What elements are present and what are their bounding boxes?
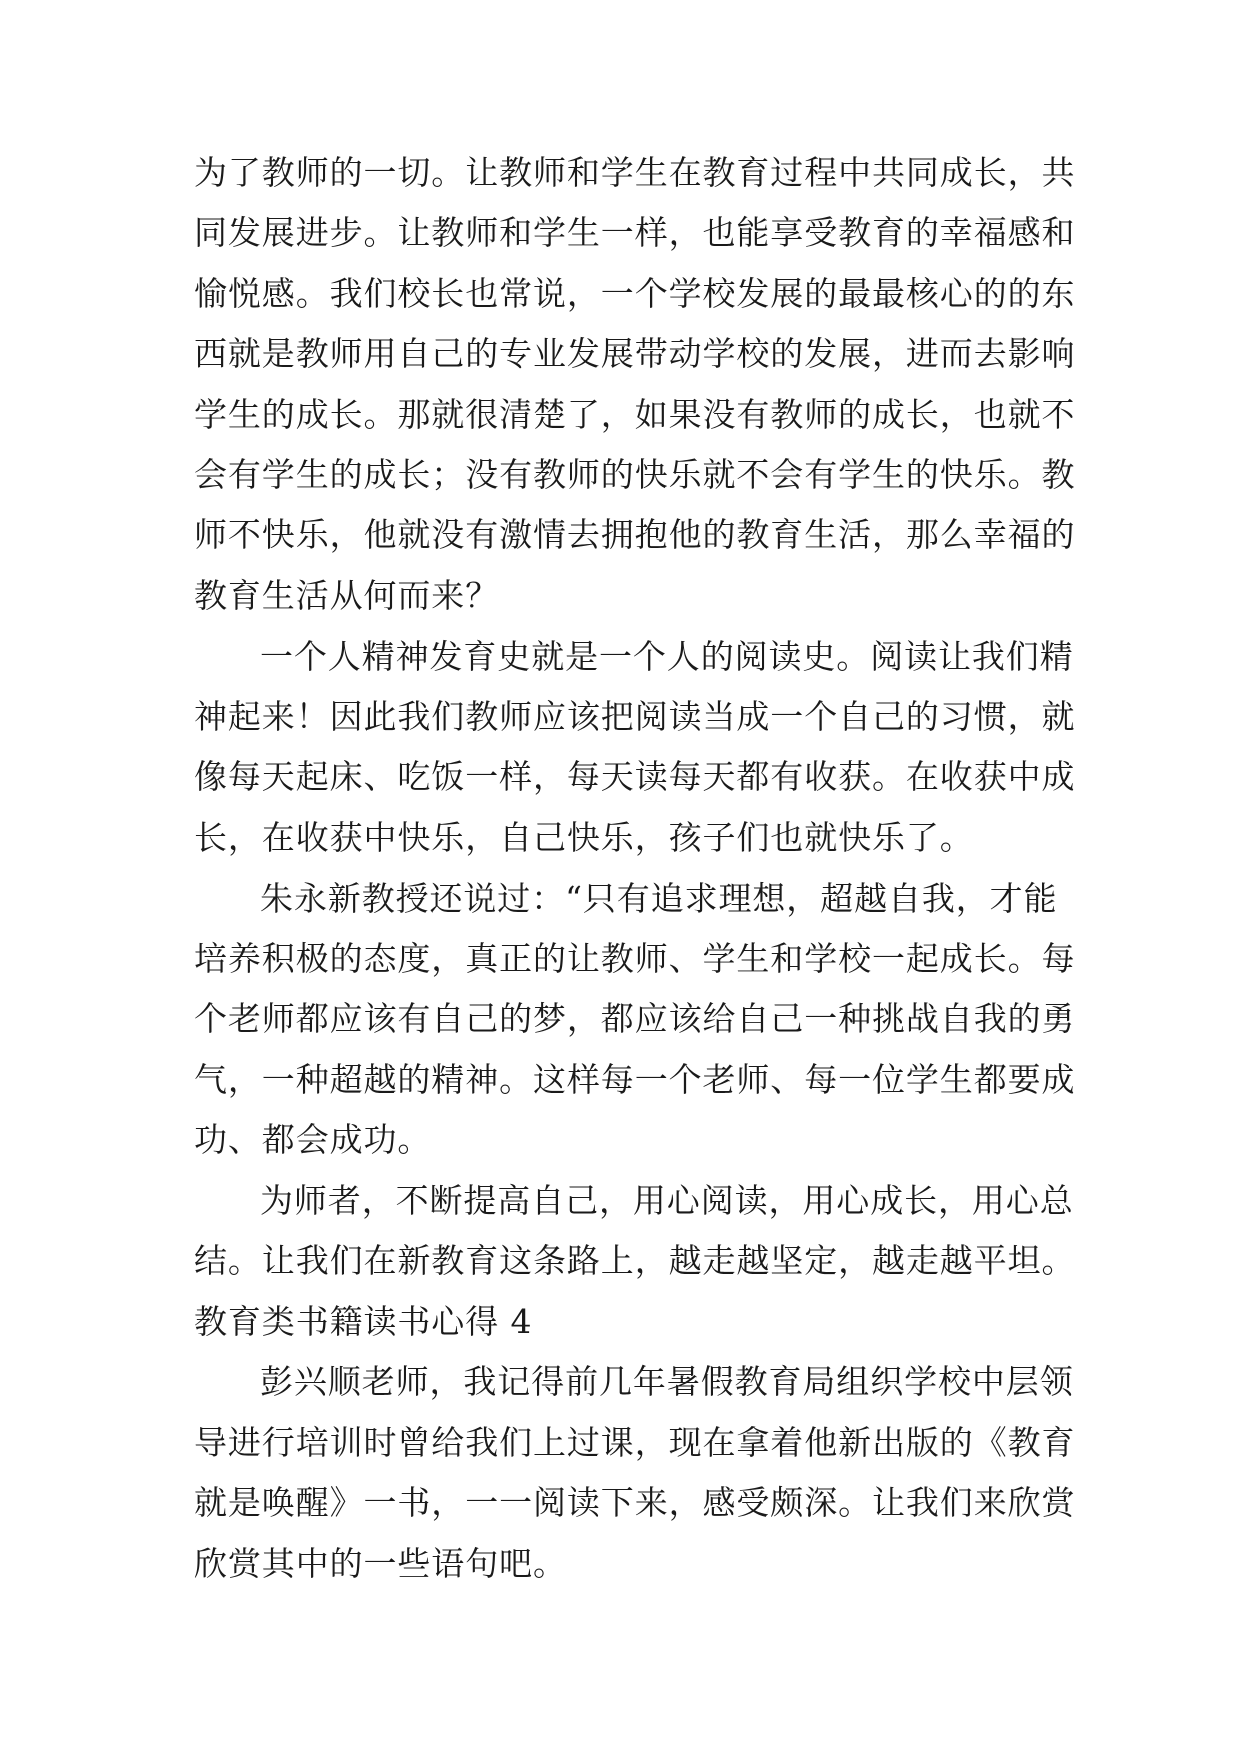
text-line: 西就是教师用自己的专业发展带动学校的发展，进而去影响: [194, 334, 1076, 373]
text-line: 就是唤醒》一书，一一阅读下来，感受颇深。让我们来欣赏: [194, 1483, 1076, 1522]
text-line: 功、都会成功。: [194, 1120, 432, 1159]
text-line: 像每天起床、吃饭一样，每天读每天都有收获。在收获中成: [194, 757, 1076, 796]
text-line: 同发展进步。让教师和学生一样，也能享受教育的幸福感和: [194, 213, 1076, 252]
paragraph-first-line: 彭兴顺老师，我记得前几年暑假教育局组织学校中层领: [260, 1362, 1074, 1401]
text-line: 学生的成长。那就很清楚了，如果没有教师的成长，也就不: [194, 395, 1076, 434]
text-line: 会有学生的成长；没有教师的快乐就不会有学生的快乐。教: [194, 455, 1076, 494]
text-line: 为了教师的一切。让教师和学生在教育过程中共同成长，共: [194, 153, 1076, 192]
text-line: 教育生活从何而来？: [194, 576, 500, 615]
text-line: 愉悦感。我们校长也常说，一个学校发展的最最核心的的东: [194, 274, 1076, 313]
section-heading: 教育类书籍读书心得 4: [194, 1302, 533, 1341]
text-line: 导进行培训时曾给我们上过课，现在拿着他新出版的《教育: [194, 1423, 1076, 1462]
paragraph-first-line: 朱永新教授还说过：“只有追求理想，超越自我，才能: [260, 879, 1058, 918]
paragraph-first-line: 为师者，不断提高自己，用心阅读，用心成长，用心总: [260, 1181, 1074, 1220]
text-line: 气，一种超越的精神。这样每一个老师、每一位学生都要成: [194, 1060, 1076, 1099]
text-line: 师不快乐，他就没有激情去拥抱他的教育生活，那么幸福的: [194, 515, 1076, 554]
text-line: 长，在收获中快乐，自己快乐，孩子们也就快乐了。: [194, 818, 974, 857]
text-line: 结。让我们在新教育这条路上，越走越坚定，越走越平坦。: [194, 1241, 1076, 1280]
text-line: 欣赏其中的一些语句吧。: [194, 1544, 567, 1583]
text-line: 个老师都应该有自己的梦，都应该给自己一种挑战自我的勇: [194, 999, 1076, 1038]
text-line: 培养积极的态度，真正的让教师、学生和学校一起成长。每: [194, 939, 1076, 978]
paragraph-first-line: 一个人精神发育史就是一个人的阅读史。阅读让我们精: [260, 637, 1074, 676]
text-line: 神起来！因此我们教师应该把阅读当成一个自己的习惯，就: [194, 697, 1076, 736]
